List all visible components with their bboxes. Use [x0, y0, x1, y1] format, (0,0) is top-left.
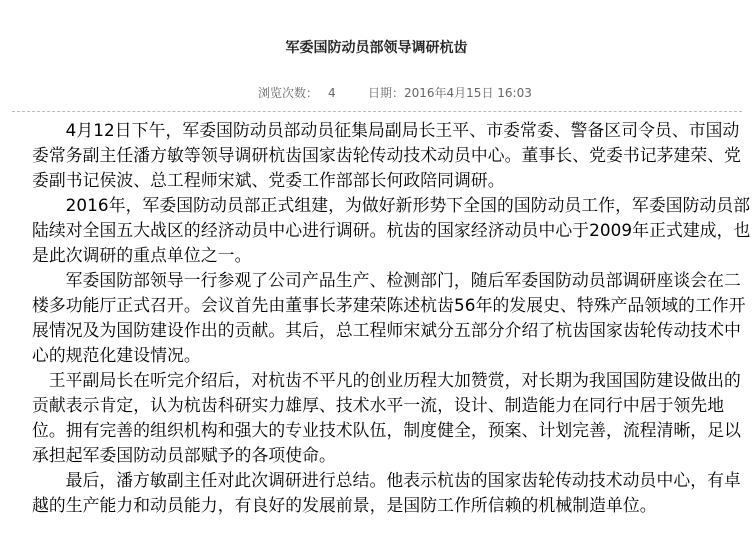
paragraph-1: 4月12日下午，军委国防动员部动员征集局副局长王平、市委常委、警备区司令员、市国动委常务副主任潘方敏等领导调研杭齿国家齿轮传动技术动员中心。董事长、党委书记茅建荣、党委副书记侯波、总工程师宋斌、党委工作部部长何政陪同调研。 — [32, 120, 742, 190]
paragraph-5: 最后，潘方敏副主任对此次调研进行总结。他表示杭齿的国家齿轮传动技术动员中心，有卓越的生产能力和动员能力，有良好的发展前景，是国防工作所信赖的机械制造单位。 — [32, 470, 741, 515]
views-label: 浏览次数： — [258, 86, 319, 100]
date-label: 日期： — [368, 86, 405, 100]
article-title: 军委国防动员部领导调研杭齿 — [285, 40, 468, 56]
paragraph-4: 王平副局长在听完介绍后，对杭齿不平凡的创业历程大加赞赏，对长期为我国国防建设做出的贡献表示肯定，认为杭齿科研实力雄厚、技术水平一流，设计、制造能力在同行中居于领先地位。拥有完善的组织机构和强大的专业技术队伍，制度健全，预案、计划完善，流程清晰，足以承担起军委国防动员部赋予的各项使命。 — [32, 370, 742, 465]
article-body — [32, 118, 752, 518]
paragraph-3: 军委国防部领导一行参观了公司产品生产、检测部门，随后军委国防动员部调研座谈会在二楼多功能厅正式召开。会议首先由董事长茅建荣陈述杭齿56年的发展史、特殊产品领域的工作开展情况及为国防建设作出的贡献。其后，总工程师宋斌分五部分介绍了杭齿国家齿轮传动技术中心的规范化建设情况。 — [32, 270, 746, 365]
paragraph-2: 2016年，军委国防动员部正式组建，为做好新形势下全国的国防动员工作，军委国防动员部陆续对全国五大战区的经济动员中心进行调研。杭齿的国家经济动员中心于2009年正式建成，也是此次调研的重点单位之一。 — [32, 195, 751, 265]
article-meta — [0, 83, 753, 103]
title-divider — [12, 111, 742, 112]
date-value: 2016年4月15日 16:03 — [404, 86, 532, 100]
views-count: 4 — [328, 86, 336, 100]
